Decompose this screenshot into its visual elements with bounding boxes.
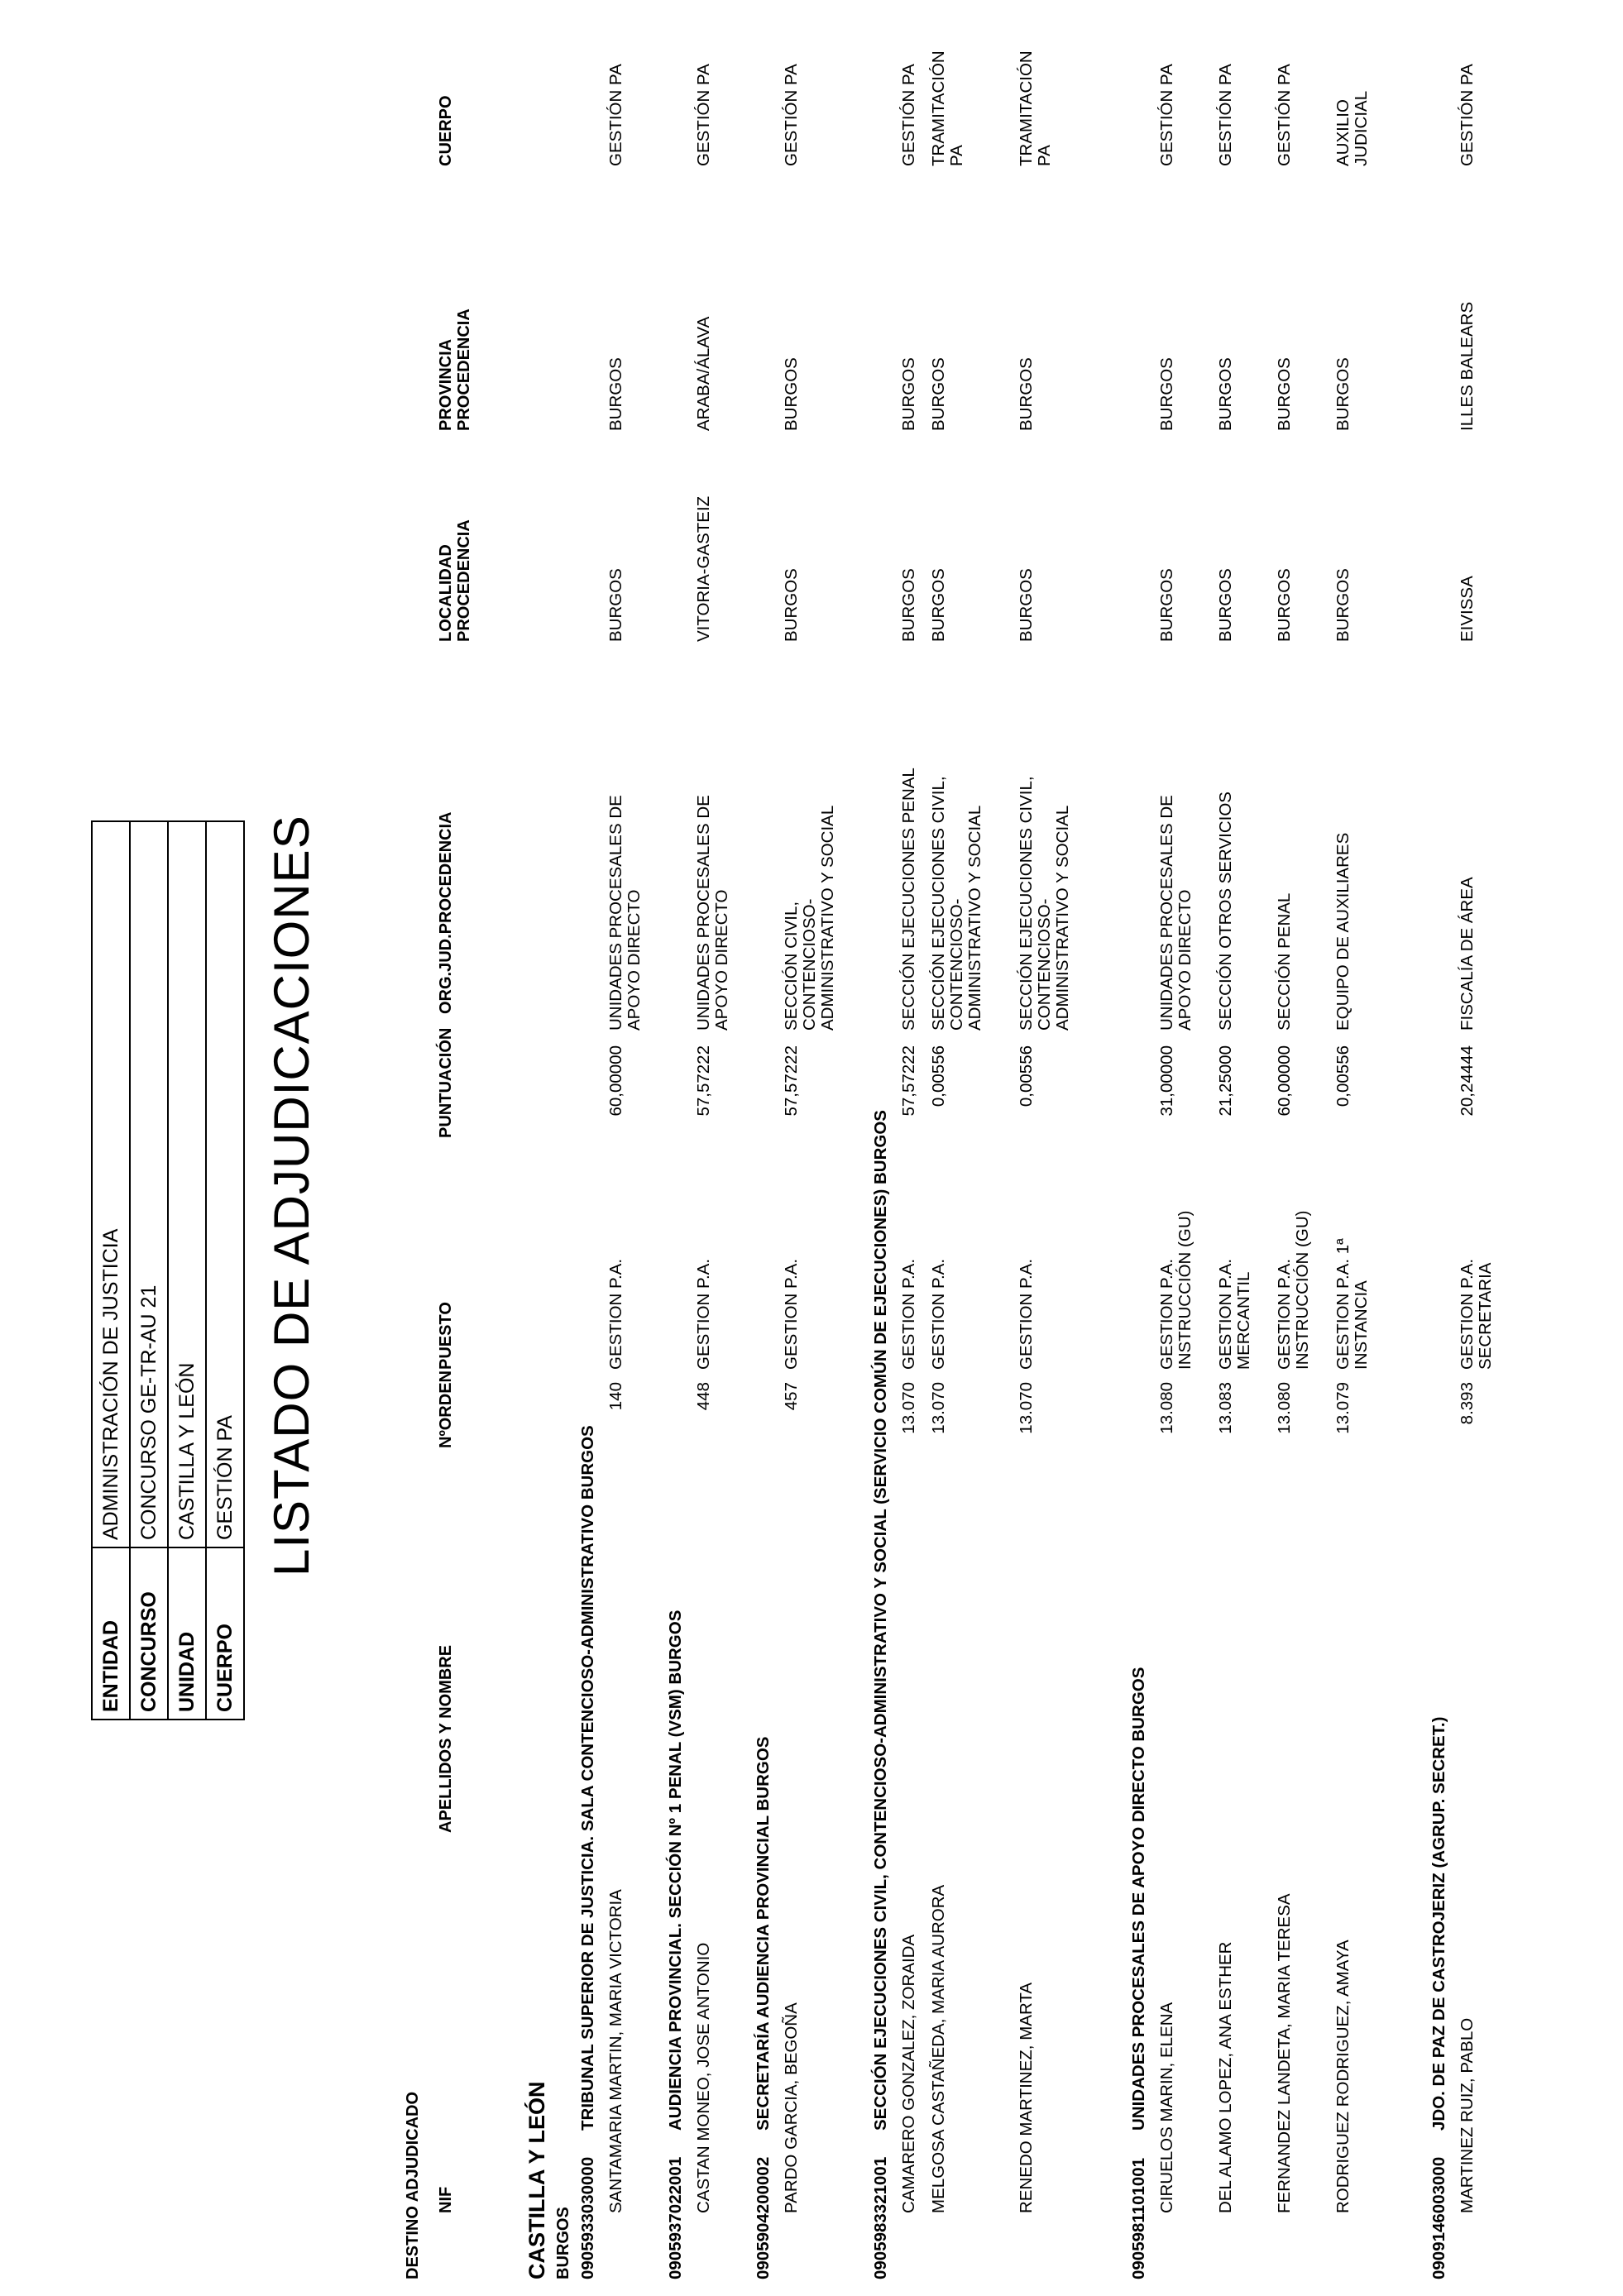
provincia-cell: BURGOS	[782, 357, 801, 431]
cuerpo-cell	[1458, 64, 1477, 166]
destino-group-header	[1430, 0, 1450, 2296]
concurso-value: CONCURSO GE-TR-AU 21	[130, 821, 168, 1547]
org-line2: CONTENCIOSO-	[800, 898, 819, 1031]
destino-group-header	[667, 0, 687, 2296]
puntuacion-cell: 60,00000	[1275, 1045, 1294, 1117]
destino-name: AUDIENCIA PROVINCIAL. SECCIÓN Nº 1 PENAL (VSM) BURGOS	[666, 1610, 685, 2131]
puesto-line2: SECRETARIA	[1476, 1262, 1495, 1370]
puntuacion-cell: 57,57222	[694, 1045, 713, 1117]
org-procedencia-cell	[1217, 792, 1235, 1031]
localidad-cell: EIVISSA	[1458, 576, 1477, 642]
unidad-row	[168, 821, 206, 1720]
orden-cell: 13.079	[1333, 1382, 1352, 1434]
provincia-cell: BURGOS	[1157, 357, 1176, 431]
table-row	[695, 0, 753, 2296]
localidad-cell: BURGOS	[929, 568, 948, 642]
cuerpo-line2: PA	[947, 145, 966, 166]
destino-group-header	[579, 0, 599, 2296]
puntuacion-cell: 0,00556	[1333, 1045, 1352, 1107]
org-line2: APOYO DIRECTO	[712, 889, 731, 1031]
orden-cell: 457	[782, 1382, 801, 1411]
org-line2: APOYO DIRECTO	[625, 889, 644, 1031]
org-line2: APOYO DIRECTO	[1175, 889, 1195, 1031]
puesto-line1: GESTION P.A. 1ª	[1333, 1238, 1352, 1370]
nombre-cell: MELGOSA CASTAÑEDA, MARIA AURORA	[929, 1884, 948, 2213]
cuerpo-cell	[1017, 50, 1054, 166]
cuerpo-line1: GESTIÓN PA	[899, 64, 918, 166]
cuerpo-value: GESTIÓN PA	[206, 821, 244, 1547]
nombre-cell: CASTAN MONEO, JOSE ANTONIO	[694, 1942, 713, 2213]
localidad-cell: BURGOS	[1017, 568, 1036, 642]
localidad-cell: BURGOS	[1157, 568, 1176, 642]
destino-group-header	[754, 0, 774, 2296]
header-provincia-line2: PROCEDENCIA	[455, 309, 473, 431]
org-procedencia-cell	[1276, 893, 1294, 1031]
puesto-line2: INSTANCIA	[1352, 1280, 1371, 1370]
nombre-cell: SANTAMARIA MARTIN, MARIA VICTORIA	[606, 1889, 625, 2213]
puesto-cell	[607, 1259, 625, 1370]
localidad-cell: VITORIA-GASTEIZ	[694, 495, 713, 642]
destino-name: SECRETARÍA AUDIENCIA PROVINCIAL BURGOS	[754, 1736, 773, 2131]
puesto-line1: GESTION P.A.	[1017, 1258, 1036, 1370]
cuerpo-cell	[695, 64, 713, 166]
cuerpo-line2: PA	[1035, 145, 1054, 166]
provincia-cell: BURGOS	[929, 357, 948, 431]
org-line1: UNIDADES PROCESALES DE	[694, 795, 713, 1031]
puesto-cell	[783, 1259, 801, 1370]
org-line1: EQUIPO DE AUXILIARES	[1333, 832, 1352, 1031]
org-procedencia-cell	[695, 795, 731, 1031]
header-norden: NºORDEN	[437, 1370, 455, 1448]
header-nif: NIF	[437, 2186, 455, 2213]
document-header-table	[91, 820, 245, 1720]
org-line1: SECCIÓN PENAL	[1275, 892, 1294, 1031]
cuerpo-cell	[1334, 91, 1371, 166]
destino-name: UNIDADES PROCESALES DE APOYO DIRECTO BURGOS	[1129, 1667, 1148, 2131]
orden-cell: 13.080	[1157, 1382, 1176, 1434]
puesto-cell	[1276, 1211, 1312, 1370]
localidad-cell: BURGOS	[1275, 568, 1294, 642]
cuerpo-line1: AUXILIO	[1333, 99, 1352, 166]
entidad-value: ADMINISTRACIÓN DE JUSTICIA	[92, 821, 130, 1547]
header-puesto: PUESTO	[437, 1302, 455, 1370]
puesto-line2: INSTRUCCIÓN (GU)	[1175, 1210, 1195, 1370]
concurso-row	[130, 821, 168, 1720]
localidad-cell: BURGOS	[1216, 568, 1235, 642]
nombre-cell: CIRUELOS MARIN, ELENA	[1157, 2002, 1176, 2213]
org-line1: SECCIÓN EJECUCIONES CIVIL,	[1017, 776, 1036, 1031]
cuerpo-cell	[930, 50, 966, 166]
puesto-cell	[1017, 1259, 1036, 1370]
puntuacion-cell: 20,24444	[1458, 1045, 1477, 1117]
org-line1: SECCIÓN CIVIL,	[782, 901, 801, 1031]
puesto-cell	[1217, 1259, 1253, 1370]
header-localidad-line1: LOCALIDAD	[437, 544, 455, 642]
org-procedencia-cell	[1017, 776, 1072, 1031]
org-procedencia-cell	[783, 806, 837, 1031]
org-line1: SECCIÓN EJECUCIONES CIVIL,	[929, 776, 948, 1031]
destino-code: 0905933030000	[578, 2156, 597, 2279]
cuerpo-cell	[783, 64, 801, 166]
header-destino: DESTINO ADJUDICADO	[404, 2091, 422, 2279]
cuerpo-line1: GESTIÓN PA	[1275, 64, 1294, 166]
provincia-cell: BURGOS	[899, 357, 918, 431]
provincia-cell: ILLES BALEARS	[1458, 301, 1477, 431]
nombre-cell: RENEDO MARTINEZ, MARTA	[1017, 1982, 1036, 2213]
puesto-line1: GESTION P.A.	[1216, 1258, 1235, 1370]
destino-code: 0905983321001	[871, 2156, 890, 2279]
provincia-cell: ARABA/ÁLAVA	[694, 316, 713, 431]
puesto-line1: GESTION P.A.	[1275, 1258, 1294, 1370]
org-line3: ADMINISTRATIVO Y SOCIAL	[965, 805, 984, 1031]
orden-cell: 448	[694, 1382, 713, 1411]
puesto-line2: INSTRUCCIÓN (GU)	[1293, 1210, 1312, 1370]
puesto-line1: GESTION P.A.	[1458, 1258, 1477, 1370]
header-cuerpo: CUERPO	[437, 95, 455, 166]
table-row	[1334, 0, 1392, 2296]
cuerpo-cell	[1158, 64, 1176, 166]
org-procedencia-cell	[1158, 795, 1195, 1031]
localidad-cell: BURGOS	[1333, 568, 1352, 642]
org-line1: SECCIÓN EJECUCIONES PENAL	[899, 768, 918, 1031]
cuerpo-line1: GESTIÓN PA	[694, 64, 713, 166]
destino-code: 0909146003000	[1429, 2156, 1448, 2279]
org-procedencia-cell	[607, 795, 644, 1031]
header-org: ORG.JUD.PROCEDENCIA	[437, 811, 455, 1014]
table-row	[783, 0, 840, 2296]
orden-cell: 13.083	[1216, 1382, 1235, 1434]
puesto-cell	[900, 1259, 918, 1370]
puntuacion-cell: 31,00000	[1157, 1045, 1176, 1117]
puesto-line1: GESTION P.A.	[694, 1258, 713, 1370]
localidad-cell: BURGOS	[782, 568, 801, 642]
localidad-cell: BURGOS	[899, 568, 918, 642]
destino-name: JDO. DE PAZ DE CASTROJERIZ (AGRUP. SECRET.)	[1429, 1716, 1448, 2131]
nombre-cell: CAMARERO GONZALEZ, ZORAIDA	[899, 1934, 918, 2213]
header-provincia-line1: PROVINCIA	[437, 338, 455, 431]
puesto-cell	[1334, 1238, 1371, 1370]
cuerpo-line1: GESTIÓN PA	[1157, 64, 1176, 166]
orden-cell: 13.070	[1017, 1382, 1036, 1434]
localidad-cell: BURGOS	[606, 568, 625, 642]
cuerpo-line1: TRAMITACIÓN	[929, 50, 948, 166]
entidad-row	[92, 821, 130, 1720]
puesto-line1: GESTION P.A.	[1157, 1258, 1176, 1370]
orden-cell: 13.070	[929, 1382, 948, 1434]
org-line1: UNIDADES PROCESALES DE	[606, 795, 625, 1031]
cuerpo-cell	[900, 64, 918, 166]
cuerpo-line1: GESTIÓN PA	[1216, 64, 1235, 166]
region-heading: CASTILLA Y LEÓN	[524, 2081, 549, 2279]
cuerpo-cell	[1217, 64, 1235, 166]
cuerpo-label: CUERPO	[206, 1547, 244, 1720]
puesto-line1: GESTION P.A.	[782, 1258, 801, 1370]
unidad-value: CASTILLA Y LEÓN	[168, 821, 206, 1547]
orden-cell: 8.393	[1458, 1382, 1477, 1425]
header-provincia	[437, 309, 473, 431]
nombre-cell: FERNANDEZ LANDETA, MARIA TERESA	[1275, 1893, 1294, 2213]
cuerpo-line1: GESTIÓN PA	[1458, 64, 1477, 166]
table-row	[607, 0, 665, 2296]
org-line2: CONTENCIOSO-	[1035, 898, 1054, 1031]
org-line2: CONTENCIOSO-	[947, 898, 966, 1031]
destino-group-header	[872, 0, 892, 2296]
unidad-label: UNIDAD	[168, 1547, 206, 1720]
puntuacion-cell: 60,00000	[606, 1045, 625, 1117]
entidad-label: ENTIDAD	[92, 1547, 130, 1720]
destino-name: SECCIÓN EJECUCIONES CIVIL, CONTENCIOSO-ADMINISTRATIVO Y SOCIAL (SERVICIO COMÚN DE EJECUCIONES) BURGOS	[871, 1110, 890, 2131]
org-line1: UNIDADES PROCESALES DE	[1157, 795, 1176, 1031]
nombre-cell: RODRIGUEZ RODRIGUEZ, AMAYA	[1333, 1940, 1352, 2213]
destino-name: TRIBUNAL SUPERIOR DE JUSTICIA. SALA CONTENCIOSO-ADMINISTRATIVO BURGOS	[578, 1425, 597, 2131]
table-row	[1017, 0, 1075, 2296]
puesto-line1: GESTION P.A.	[929, 1258, 948, 1370]
org-line1: FISCALÍA DE ÁREA	[1458, 877, 1477, 1031]
nombre-cell: PARDO GARCIA, BEGOÑA	[782, 2002, 801, 2213]
header-puntuacion: PUNTUACIÓN	[437, 1027, 455, 1138]
puesto-line2: MERCANTIL	[1234, 1271, 1253, 1370]
org-line3: ADMINISTRATIVO Y SOCIAL	[818, 805, 837, 1031]
org-procedencia-cell	[900, 768, 918, 1031]
cuerpo-line1: GESTIÓN PA	[606, 64, 625, 166]
table-row	[1217, 0, 1275, 2296]
puntuacion-cell: 0,00556	[929, 1045, 948, 1107]
cuerpo-row	[206, 821, 244, 1720]
table-row	[930, 0, 988, 2296]
nombre-cell: DEL ALAMO LOPEZ, ANA ESTHER	[1216, 1941, 1235, 2213]
puesto-cell	[930, 1259, 948, 1370]
org-line3: ADMINISTRATIVO Y SOCIAL	[1053, 805, 1072, 1031]
puesto-cell	[1458, 1259, 1495, 1370]
cuerpo-line1: GESTIÓN PA	[782, 64, 801, 166]
org-procedencia-cell	[1458, 877, 1477, 1031]
puesto-cell	[1158, 1211, 1195, 1370]
puntuacion-cell: 0,00556	[1017, 1045, 1036, 1107]
header-localidad	[437, 519, 473, 642]
cuerpo-cell	[607, 64, 625, 166]
cuerpo-line2: JUDICIAL	[1352, 90, 1371, 166]
puesto-cell	[695, 1259, 713, 1370]
cuerpo-cell	[1276, 64, 1294, 166]
destino-code: 0905981101001	[1129, 2157, 1148, 2279]
puesto-line1: GESTION P.A.	[606, 1258, 625, 1370]
puntuacion-cell: 57,57222	[782, 1045, 801, 1117]
orden-cell: 13.070	[899, 1382, 918, 1434]
nombre-cell: MARTINEZ RUIZ, PABLO	[1458, 2017, 1477, 2213]
provincia-cell: BURGOS	[1333, 357, 1352, 431]
provincia-cell: BURGOS	[1275, 357, 1294, 431]
header-apellidos: APELLIDOS Y NOMBRE	[437, 1644, 455, 1833]
cuerpo-line1: TRAMITACIÓN	[1017, 50, 1036, 166]
table-row	[1458, 0, 1516, 2296]
orden-cell: 13.080	[1275, 1382, 1294, 1434]
org-procedencia-cell	[930, 776, 984, 1031]
puntuacion-cell: 21,25000	[1216, 1045, 1235, 1117]
province-heading: BURGOS	[554, 2207, 572, 2279]
table-row	[1158, 0, 1216, 2296]
org-procedencia-cell	[1334, 833, 1352, 1031]
header-localidad-line2: PROCEDENCIA	[455, 519, 473, 642]
provincia-cell: BURGOS	[1017, 357, 1036, 431]
puntuacion-cell: 57,57222	[899, 1045, 918, 1117]
orden-cell: 140	[606, 1382, 625, 1411]
puesto-line1: GESTION P.A.	[899, 1258, 918, 1370]
destino-code: 0905937022001	[666, 2156, 685, 2279]
provincia-cell: BURGOS	[1216, 357, 1235, 431]
destino-code: 0905904200002	[754, 2156, 773, 2279]
org-line1: SECCIÓN OTROS SERVICIOS	[1216, 792, 1235, 1031]
table-row	[1276, 0, 1333, 2296]
provincia-cell: BURGOS	[606, 357, 625, 431]
page-title: LISTADO DE ADJUDICACIONES	[264, 815, 319, 1576]
concurso-label: CONCURSO	[130, 1547, 168, 1720]
destino-group-header	[1130, 0, 1150, 2296]
